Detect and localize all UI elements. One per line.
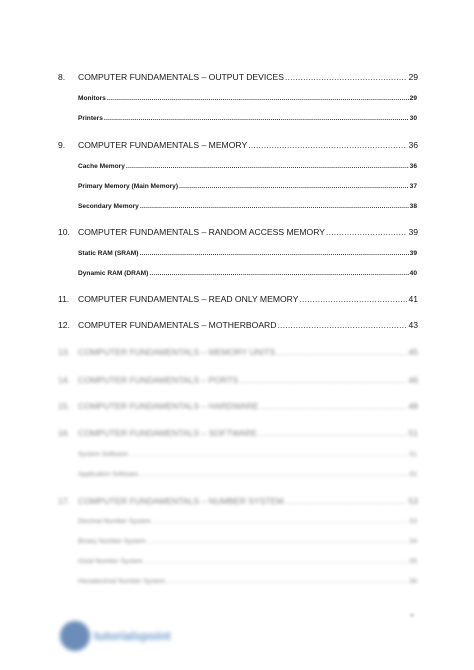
toc-dot-leader bbox=[285, 72, 407, 82]
toc-dot-leader bbox=[239, 375, 407, 385]
toc-page-number: 46 bbox=[408, 375, 418, 385]
toc-page-number: 55 bbox=[409, 558, 417, 565]
toc-page-number: 53 bbox=[408, 496, 418, 506]
footer-page-number: iii bbox=[410, 613, 414, 619]
toc-page-number: 29 bbox=[408, 72, 418, 82]
toc-entry-label: Octal Number System bbox=[78, 558, 143, 565]
toc-chapter-number: 14. bbox=[58, 375, 70, 385]
toc-page-number: 51 bbox=[408, 428, 418, 438]
toc-chapter-number: 8. bbox=[58, 72, 66, 82]
toc-section-entry[interactable] bbox=[78, 471, 417, 478]
toc-page-number: 29 bbox=[409, 95, 417, 102]
toc-dot-leader bbox=[277, 320, 407, 330]
toc-entry-label: Dynamic RAM (DRAM) bbox=[78, 270, 149, 277]
toc-dot-leader bbox=[179, 183, 409, 190]
toc-chapter-number: 9. bbox=[58, 140, 66, 150]
toc-entry-label: Hexadecimal Number System bbox=[78, 578, 166, 585]
toc-section-entry[interactable] bbox=[78, 270, 417, 277]
toc-entry-label: Primary Memory (Main Memory) bbox=[78, 183, 179, 190]
toc-entry-label: COMPUTER FUNDAMENTALS – MEMORY bbox=[78, 140, 248, 150]
toc-chapter-number: 11. bbox=[58, 294, 70, 304]
toc-chapter-entry[interactable] bbox=[58, 72, 418, 82]
toc-page-number: 36 bbox=[409, 163, 417, 170]
toc-dot-leader bbox=[107, 95, 409, 102]
toc-entry-label: Static RAM (SRAM) bbox=[78, 250, 139, 257]
toc-section-entry[interactable] bbox=[78, 250, 417, 257]
toc-dot-leader bbox=[139, 471, 409, 478]
toc-dot-leader bbox=[126, 163, 409, 170]
toc-entry-label: COMPUTER FUNDAMENTALS – READ ONLY MEMORY bbox=[78, 294, 299, 304]
toc-chapter-entry[interactable] bbox=[58, 227, 418, 237]
toc-dot-leader bbox=[258, 428, 407, 438]
toc-section-entry[interactable] bbox=[78, 578, 417, 585]
toc-section-entry[interactable] bbox=[78, 183, 417, 190]
toc-entry-label: Application Software bbox=[78, 471, 139, 478]
toc-chapter-entry[interactable] bbox=[58, 294, 418, 304]
toc-entry-label: Decimal Number System bbox=[78, 518, 151, 525]
toc-page-number: 56 bbox=[409, 578, 417, 585]
toc-chapter-number: 15. bbox=[58, 401, 70, 411]
toc-page-number: 43 bbox=[408, 320, 418, 330]
logo-text: tutorialspoint bbox=[94, 629, 171, 643]
toc-entry-label: COMPUTER FUNDAMENTALS – MEMORY UNITS bbox=[78, 347, 276, 357]
toc-dot-leader bbox=[248, 140, 407, 150]
toc-page-number: 41 bbox=[408, 294, 418, 304]
toc-dot-leader bbox=[152, 518, 409, 525]
toc-chapter-number: 12. bbox=[58, 320, 70, 330]
toc-dot-leader bbox=[139, 250, 408, 257]
toc-section-entry[interactable] bbox=[78, 95, 417, 102]
toc-dot-leader bbox=[147, 538, 409, 545]
toc-dot-leader bbox=[140, 203, 409, 210]
toc-entry-label: COMPUTER FUNDAMENTALS – SOFTWARE bbox=[78, 428, 258, 438]
toc-entry-label: COMPUTER FUNDAMENTALS – OUTPUT DEVICES bbox=[78, 72, 284, 82]
toc-page-number: 30 bbox=[409, 115, 417, 122]
toc-entry-label: Binary Number System bbox=[78, 538, 146, 545]
toc-chapter-entry[interactable] bbox=[58, 375, 418, 385]
toc-chapter-number: 13. bbox=[58, 347, 70, 357]
toc-page-number: 54 bbox=[409, 538, 417, 545]
toc-dot-leader bbox=[285, 496, 408, 506]
toc-dot-leader bbox=[259, 401, 407, 411]
toc-section-entry[interactable] bbox=[78, 163, 417, 170]
toc-dot-leader bbox=[144, 558, 409, 565]
toc-entry-label: Monitors bbox=[78, 95, 106, 102]
toc-section-entry[interactable] bbox=[78, 451, 417, 458]
publisher-logo bbox=[54, 619, 194, 655]
toc-entry-label: COMPUTER FUNDAMENTALS – MOTHERBOARD bbox=[78, 320, 277, 330]
toc-entry-label: COMPUTER FUNDAMENTALS – HARDWARE bbox=[78, 401, 259, 411]
toc-chapter-number: 16. bbox=[58, 428, 70, 438]
toc-section-entry[interactable] bbox=[78, 203, 417, 210]
toc-page-number: 52 bbox=[409, 471, 417, 478]
toc-page-number: 37 bbox=[409, 183, 417, 190]
toc-chapter-entry[interactable] bbox=[58, 320, 418, 330]
toc-dot-leader bbox=[326, 227, 407, 237]
toc-chapter-entry[interactable] bbox=[58, 347, 418, 357]
toc-chapter-number: 17. bbox=[58, 496, 70, 506]
toc-entry-label: Cache Memory bbox=[78, 163, 125, 170]
toc-dot-leader bbox=[129, 451, 409, 458]
toc-entry-label: COMPUTER FUNDAMENTALS – RANDOM ACCESS MEMORY bbox=[78, 227, 326, 237]
toc-entry-label: COMPUTER FUNDAMENTALS – NUMBER SYSTEM bbox=[78, 496, 284, 506]
toc-chapter-number: 10. bbox=[58, 227, 70, 237]
toc-chapter-entry[interactable] bbox=[58, 401, 418, 411]
toc-dot-leader bbox=[149, 270, 408, 277]
toc-page-number: 45 bbox=[408, 347, 418, 357]
toc-section-entry[interactable] bbox=[78, 558, 417, 565]
toc-chapter-entry[interactable] bbox=[58, 428, 418, 438]
toc-page-number: 39 bbox=[409, 250, 417, 257]
toc-dot-leader bbox=[166, 578, 408, 585]
toc-dot-leader bbox=[276, 347, 407, 357]
toc-page-number: 36 bbox=[408, 140, 418, 150]
toc-page-number: 53 bbox=[409, 518, 417, 525]
toc-chapter-entry[interactable] bbox=[58, 140, 418, 150]
toc-entry-label: System Software bbox=[78, 451, 128, 458]
logo-emblem-icon bbox=[60, 621, 90, 651]
toc-dot-leader bbox=[104, 115, 409, 122]
toc-section-entry[interactable] bbox=[78, 538, 417, 545]
toc-page-number: 40 bbox=[409, 270, 417, 277]
toc-page-number: 38 bbox=[409, 203, 417, 210]
toc-section-entry[interactable] bbox=[78, 115, 417, 122]
toc-page-number: 39 bbox=[408, 227, 418, 237]
toc-entry-label: COMPUTER FUNDAMENTALS – PORTS bbox=[78, 375, 239, 385]
toc-page-number: 48 bbox=[408, 401, 418, 411]
toc-entry-label: Secondary Memory bbox=[78, 203, 139, 210]
toc-chapter-entry[interactable] bbox=[58, 496, 418, 506]
toc-dot-leader bbox=[299, 294, 407, 304]
toc-section-entry[interactable] bbox=[78, 518, 417, 525]
toc-page-number: 51 bbox=[409, 451, 417, 458]
toc-entry-label: Printers bbox=[78, 115, 103, 122]
